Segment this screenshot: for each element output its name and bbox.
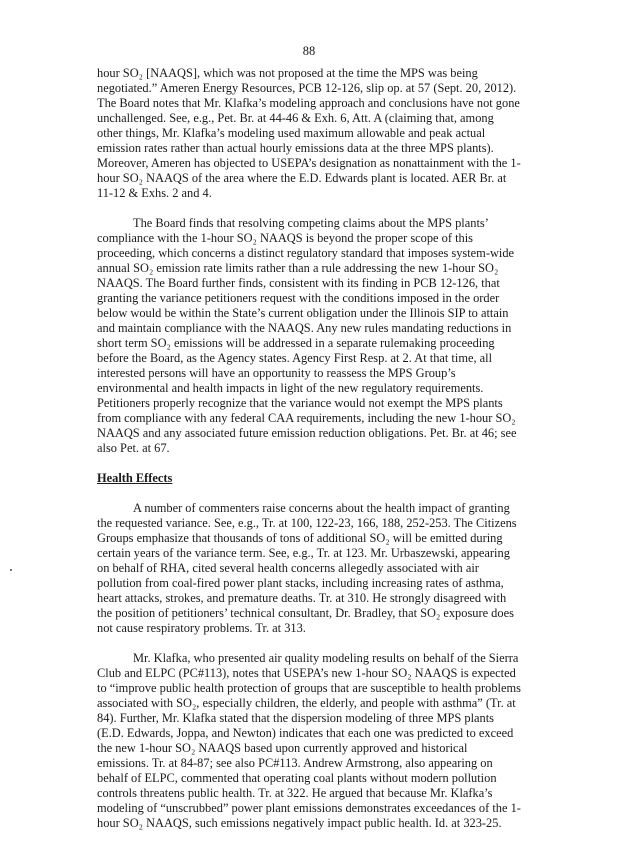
paragraph-klafka-modeling: Mr. Klafka, who presented air quality modeling results on behalf of the Sierra Club and ELPC (PC#113), notes that USEPA’s new 1-hour SO₂ NAAQS is expected to “improve public health protection of groups that are susceptible to health problems associated with SO₂, especially children, the elderly, and people with asthma” (Tr. at 84). Further, Mr. Klafka stated that the dispersion modeling of three MPS plants (E.D. Edwards, Joppa, and Newton) indicates that each one was predicted to exceed the new 1-hour SO₂ NAAQS based upon currently approved and historical emissions. Tr. at 84-87; see also PC#113. Andrew Armstrong, also appearing on behalf of ELPC, commented that operating coal plants without modern pollution controls threatens public health. Tr. at 322. He argued that because Mr. Klafka’s modeling of “unscrubbed” power plant emissions demonstrates exceedances of the 1-hour SO₂ NAAQS, such emissions negatively impact public health. Id. at 323-25. <box>97 651 521 830</box>
page-body <box>97 66 521 846</box>
paragraph-commenter-concerns: A number of commenters raise concerns about the health impact of granting the requested variance. See, e.g., Tr. at 100, 122-23, 166, 188, 252-253. The Citizens Groups emphasize that thousands of tons of additional SO₂ will be emitted during certain years of the variance term. See, e.g., Tr. at 123. Mr. Urbaszewski, appearing on behalf of RHA, cited several health concerns allegedly associated with air pollution from coal-fired power plant stacks, including increasing rates of asthma, heart attacks, strokes, and premature deaths. Tr. at 310. He strongly disagreed with the position of petitioners’ technical consultant, Dr. Bradley, that SO₂ exposure does not cause respiratory problems. Tr. at 313. <box>97 501 517 635</box>
paragraph-modeling-challenge: hour SO₂ [NAAQS], which was not proposed at the time the MPS was being negotiated.” Ameren Energy Resources, PCB 12-126, slip op. at 57 (Sept. 20, 2012). The Board notes that Mr. Klafka’s modeling approach and conclusions have not gone unchallenged. See, e.g., Pet. Br. at 44-46 & Exh. 6, Att. A (claiming that, among other things, Mr. Klafka’s modeling used maximum allowable and peak actual emission rates rather than actual hourly emissions data at the three MPS plants). Moreover, Ameren has objected to USEPA’s designation as nonattainment with the 1-hour SO₂ NAAQS of the area where the E.D. Edwards plant is located. AER Br. at 11-12 & Exhs. 2 and 4. <box>97 66 521 200</box>
section-heading-health-effects: Health Effects <box>97 471 173 485</box>
page-number: 88 <box>302 44 316 58</box>
paragraph-board-finding: The Board finds that resolving competing claims about the MPS plants’ compliance with the 1-hour SO₂ NAAQS is beyond the proper scope of this proceeding, which concerns a distinct regulatory standard that imposes system-wide annual SO₂ emission rate limits rather than a rule addressing the new 1-hour SO₂ NAAQS. The Board further finds, consistent with its finding in PCB 12-126, that granting the variance petitioners request with the conditions imposed in the order below would be within the State’s current obligation under the Illinois SIP to attain and maintain compliance with the NAAQS. Any new rules mandating reductions in short term SO₂ emissions will be addressed in a separate rulemaking proceeding before the Board, as the Agency states. Agency First Resp. at 2. At that time, all interested persons will have an opportunity to reassess the MPS Group’s environmental and health impacts in light of the new regulatory requirements. Petitioners properly recognize that the variance would not exempt the MPS plants from compliance with any federal CAA requirements, including the new 1-hour SO₂ NAAQS and any associated future emission reduction obligations. Pet. Br. at 46; see also Pet. at 67. <box>97 216 517 455</box>
scan-speck <box>10 569 12 571</box>
